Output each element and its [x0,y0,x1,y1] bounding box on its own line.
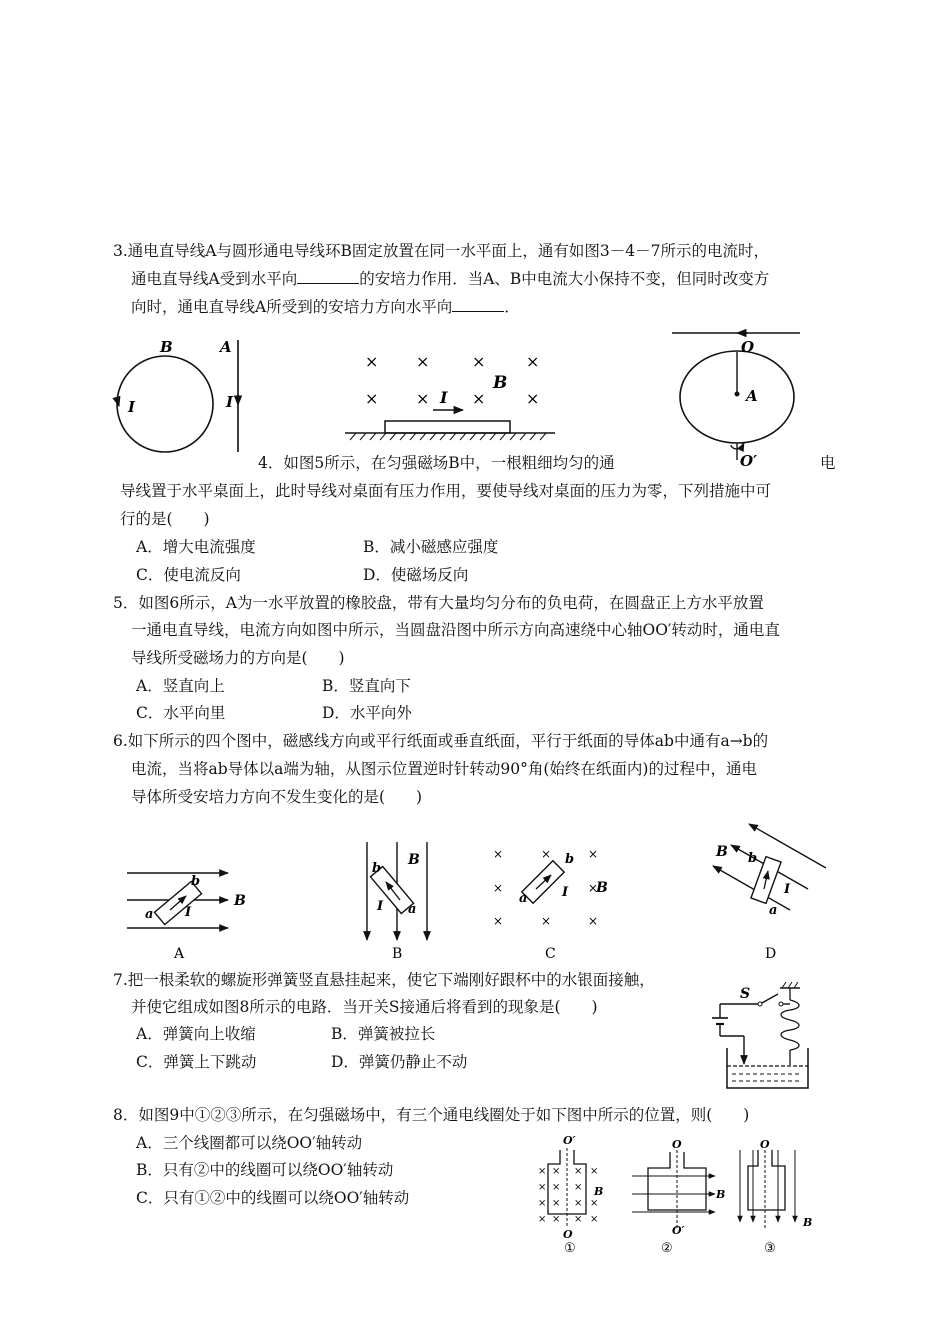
q8-option-c[interactable]: C．只有①②中的线圈可以绕OO′轴转动 [136,1189,410,1207]
q7-option-d[interactable]: D．弹簧仍静止不动 [331,1053,468,1071]
field-cross: × [590,1198,599,1209]
q5-option-c[interactable]: C．水平向里 [136,704,226,722]
q3-line2-a: 通电直导线A受到水平向 [131,270,298,288]
figure-coil-2 [632,1138,725,1256]
field-cross: × [552,1198,561,1209]
field-cross: × [574,1214,583,1225]
switch-blade [760,994,778,1004]
q5-line2: 一通电直导线，电流方向如图中所示，当圆盘沿图中所示方向高速绕中心轴OO′转动时，通电直 [131,621,780,639]
switch-label-S: S [740,986,751,1002]
wire-label-A: A [220,338,232,356]
field-cross: × [526,389,540,408]
field-cross: × [588,881,599,895]
ab-label-a: a [145,907,154,922]
q4-option-a[interactable]: A．增大电流强度 [136,538,256,556]
q8-line1: 8．如图9中①②③所示，在匀强磁场中，有三个通电线圈处于如下图中所示的位置，则( ) [113,1106,750,1124]
q5-option-a[interactable]: A．竖直向上 [136,677,225,695]
q7-option-a[interactable]: A．弹簧向上收缩 [136,1025,256,1043]
q5-option-d[interactable]: D．水平向外 [322,704,412,722]
field-cross: × [541,914,552,928]
support-hatch [782,982,798,988]
ab-label-b: b [748,851,758,866]
q8-option-a[interactable]: A．三个线圈都可以绕OO′轴转动 [136,1134,363,1152]
field-cross: × [416,389,430,408]
disk-label-O2: O′ [740,452,758,470]
figure-spring-circuit [712,982,808,1088]
field-cross: × [552,1182,561,1193]
q3-line1: 3.通电直导线A与圆形通电导线环B固定放置在同一水平面上，通有如图3－4－7所示的电流时， [113,242,769,260]
figure-coil-3 [740,1138,812,1256]
q4-option-d[interactable]: D．使磁场反向 [363,566,469,584]
coil-fig-label-2: ② [661,1241,673,1256]
coil-label-B: B [594,1185,604,1198]
coil-label-B: B [716,1188,726,1201]
field-cross: × [574,1182,583,1193]
switch-contact [779,1002,783,1006]
q6-fig-label-d: D [765,946,777,962]
ab-label-a: a [519,891,528,906]
q5-line1: 5．如图6所示，A为一水平放置的橡胶盘，带有大量均匀分布的负电荷，在圆盘正上方水平放置 [113,594,764,612]
q7-line1: 7.把一根柔软的螺旋形弹簧竖直悬挂起来，使它下端刚好跟杯中的水银面接触， [113,971,655,989]
ab-label-a: a [408,902,417,917]
coil [748,1150,785,1210]
field-cross: × [588,847,599,861]
mercury-fill [732,1074,802,1081]
q6-fig-label-b: B [392,946,403,962]
q6-line3: 导体所受安培力方向不发生变化的是( ) [131,788,423,806]
q7-line2: 并使它组成如图8所示的电路．当开关S接通后将看到的现象是( ) [131,998,598,1016]
q5-line3: 导线所受磁场力的方向是( ) [131,649,345,667]
field-label-I: I [440,388,448,407]
q7-option-c[interactable]: C．弹簧上下跳动 [136,1053,257,1071]
field-cross: × [538,1182,547,1193]
field-cross: × [538,1214,547,1225]
field-cross: × [416,352,430,371]
q7-option-b[interactable]: B．弹簧被拉长 [331,1025,436,1043]
field-cross: × [574,1166,583,1177]
field-cross: × [493,847,504,861]
field-cross: × [472,352,486,371]
field-cross: × [590,1166,599,1177]
q4-line2: 导线置于水平桌面上，此时导线对桌面有压力作用，要使导线对桌面的压力为零，下列措施中可 [120,482,772,500]
q6-figure-d [713,824,826,962]
field-cross: × [365,389,379,408]
coil-label-O: O [563,1228,573,1241]
q4-option-c[interactable]: C．使电流反向 [136,566,241,584]
q3-line3-b: ． [504,298,520,316]
wire-label-I: I [226,393,234,411]
field-cross: × [588,914,599,928]
coil-label-B: B [803,1216,813,1229]
q6-figure-c [493,847,608,962]
field-cross: × [552,1214,561,1225]
figure-coil-1 [538,1134,603,1256]
field-cross: × [538,1166,547,1177]
q5-option-b[interactable]: B．竖直向下 [322,677,411,695]
ab-label-a: a [769,903,778,918]
ab-label-B: B [716,844,728,860]
ab-label-B: B [408,852,420,868]
ab-label-I: I [377,899,384,914]
field-cross: × [493,881,504,895]
coil-label-O: O [672,1138,682,1151]
coil-fig-label-3: ③ [764,1241,776,1256]
q4-line3: 行的是( ) [120,510,210,528]
coil-label-O2: O′ [563,1134,576,1147]
coil-label-O2: O′ [672,1224,685,1237]
ring-label-B: B [160,338,173,356]
q6-line1: 6.如下所示的四个图中，磁感线方向或平行纸面或垂直纸面，平行于纸面的导体ab中通有a→b的 [113,732,769,750]
q6-figure-a [127,873,246,962]
field-cross: × [365,352,379,371]
ab-label-B: B [596,880,608,896]
field-label-B: B [493,373,508,393]
beaker [727,1048,808,1088]
field-cross: × [538,1198,547,1209]
q4-line1: 4．如图5所示，在匀强磁场B中，一根粗细均匀的通 [258,454,615,472]
field-cross: × [541,847,552,861]
q4-option-b[interactable]: B．减小磁感应强度 [363,538,499,556]
field-cross: × [472,389,486,408]
ab-label-I: I [784,882,791,897]
coil-fig-label-1: ① [564,1241,576,1256]
q6-line2: 电流，当将ab导体以a端为轴，从图示位置逆时针转动90°角(始终在纸面内)的过程中，通电 [131,760,757,778]
ab-label-I: I [185,905,192,920]
disk-label-O: O [741,338,755,356]
field-cross: × [552,1166,561,1177]
q3-line3-a: 向时，通电直导线A所受到的安培力方向水平向 [131,298,453,316]
field-cross: × [493,914,504,928]
field-cross: × [526,352,540,371]
ab-label-I: I [562,885,569,900]
field-cross: × [590,1214,599,1225]
ab-label-B: B [234,893,246,909]
q6-fig-label-a: A [174,946,185,962]
ab-label-b: b [565,852,575,867]
ab-label-b: b [372,861,382,876]
spring-coil [781,1000,799,1050]
q6-fig-label-c: C [545,946,556,962]
ab-label-b: b [191,874,201,889]
coil-label-O: O [760,1138,770,1151]
q4-line1-tail: 电 [820,454,836,472]
disk-label-A: A [746,387,758,405]
ring-label-I: I [128,398,136,416]
field-cross: × [574,1198,583,1209]
q3-line2-b: 的安培力作用．当A、B中电流大小保持不变，但同时改变方 [359,270,770,288]
switch-contact [758,1002,762,1006]
q6-figure-b [367,842,427,962]
q8-option-b[interactable]: B．只有②中的线圈可以绕OO′轴转动 [136,1161,394,1179]
